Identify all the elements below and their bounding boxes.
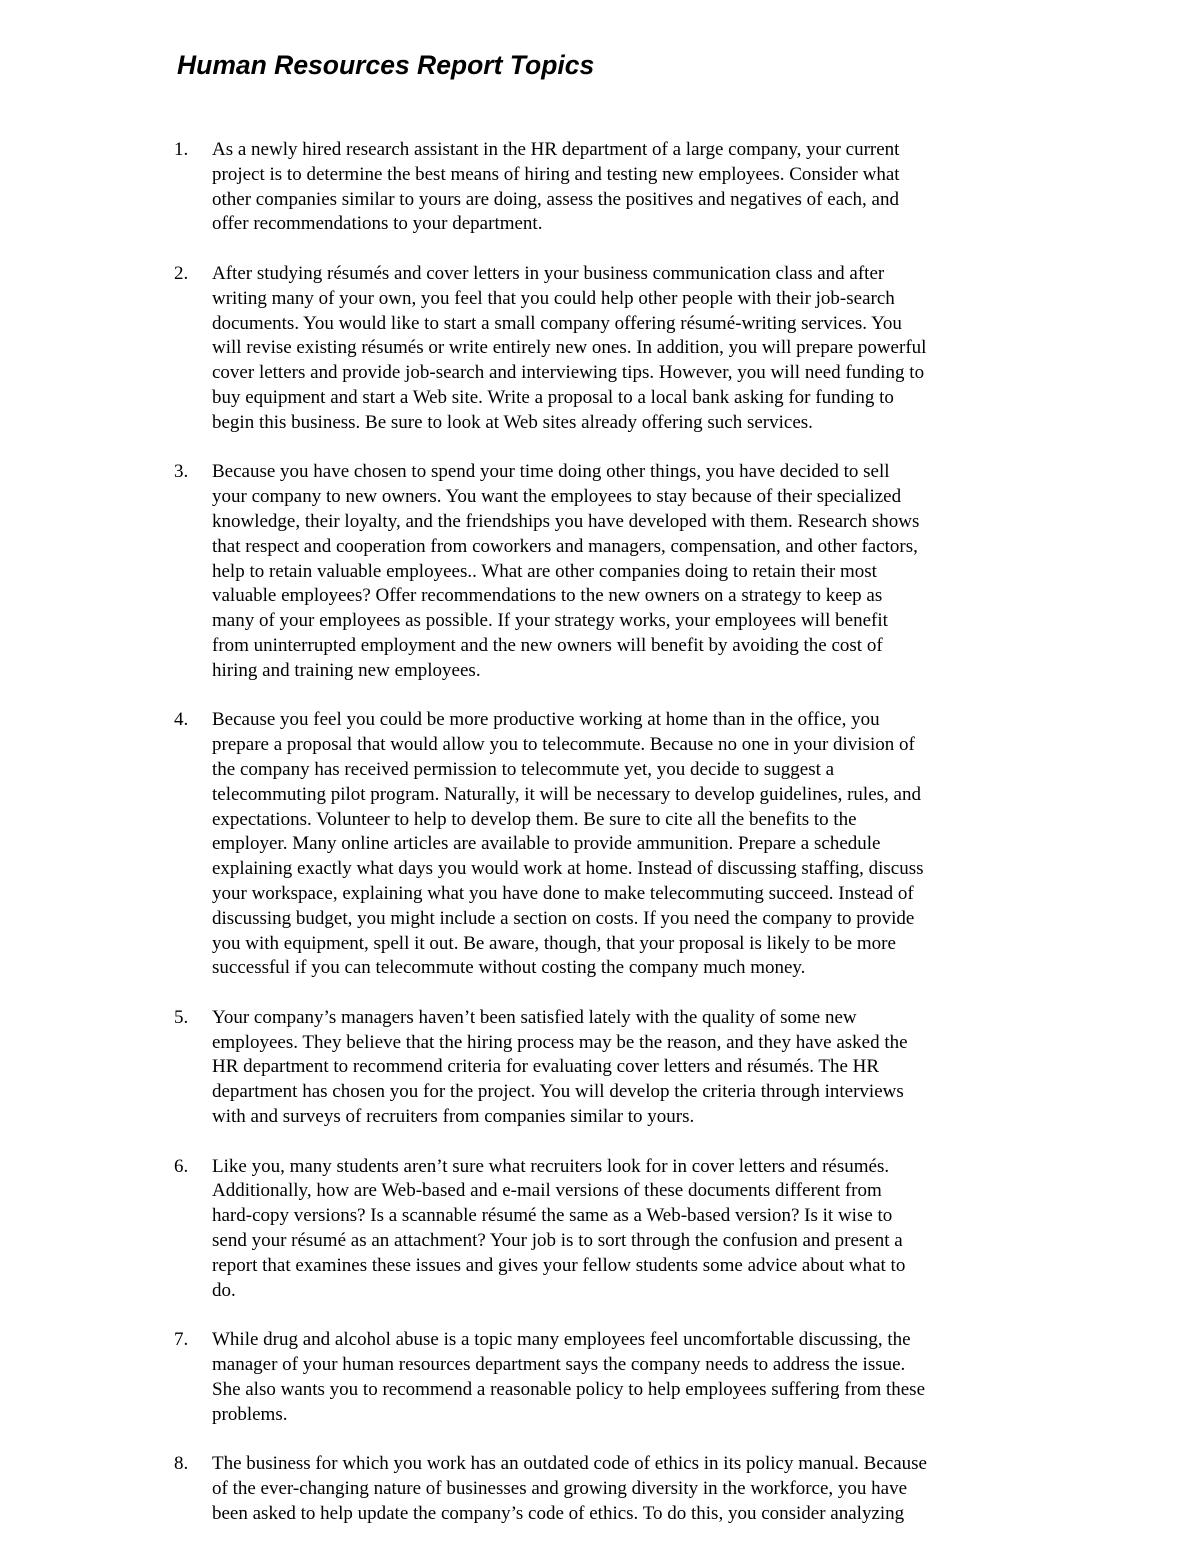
- topic-text-line: successful if you can telecommute without costing the company much money.: [212, 957, 806, 979]
- topic-text-line: offer recommendations to your department.: [212, 213, 543, 235]
- topic-text-line: many of your employees as possible. If your strategy works, your employees will benefit: [212, 610, 888, 632]
- topic-text-line: Because you feel you could be more productive working at home than in the office, you: [212, 709, 880, 731]
- topic-number: 7.: [174, 1329, 189, 1351]
- topic-text-line: your workspace, explaining what you have done to make telecommuting succeed. Instead of: [212, 882, 914, 904]
- topic-text-line: with and surveys of recruiters from companies similar to yours.: [212, 1106, 695, 1128]
- topic-item-3: [0, 460, 1022, 683]
- topic-text-line: expectations. Volunteer to help to develop them. Be sure to cite all the benefits to the: [212, 808, 857, 830]
- topic-item-2: [0, 262, 1022, 436]
- topic-list: [0, 138, 1200, 1551]
- topic-text-line: that respect and cooperation from coworkers and managers, compensation, and other factors,: [212, 535, 918, 557]
- topic-number: 8.: [174, 1453, 189, 1475]
- topic-text-line: HR department to recommend criteria for evaluating cover letters and résumés. The HR: [212, 1056, 880, 1078]
- topic-text-line: buy equipment and start a Web site. Write a proposal to a local bank asking for funding to: [212, 386, 894, 408]
- topic-text-line: manager of your human resources department says the company needs to address the issue.: [212, 1354, 906, 1376]
- topic-text-line: employer. Many online articles are available to provide ammunition. Prepare a schedule: [212, 833, 881, 855]
- topic-text-line: prepare a proposal that would allow you to telecommute. Because no one in your division of: [212, 734, 915, 756]
- topic-text-line: other companies similar to yours are doing, assess the positives and negatives of each, and: [212, 188, 899, 210]
- topic-text-line: knowledge, their loyalty, and the friendships you have developed with them. Research shows: [212, 510, 920, 532]
- topic-text-line: While drug and alcohol abuse is a topic many employees feel uncomfortable discussing, the: [212, 1329, 911, 1351]
- topic-text-line: department has chosen you for the project. You will develop the criteria through interviews: [212, 1081, 904, 1103]
- topic-text-line: As a newly hired research assistant in the HR department of a large company, your current: [212, 139, 900, 160]
- topic-text-line: project is to determine the best means of hiring and testing new employees. Consider what: [212, 163, 900, 185]
- topic-text-line: hard-copy versions? Is a scannable résumé the same as a Web-based version? Is it wise to: [212, 1205, 893, 1227]
- topic-text-line: telecommuting pilot program. Naturally, it will be necessary to develop guidelines, rules, and: [212, 783, 921, 805]
- topic-text-line: writing many of your own, you feel that you could help other people with their job-search: [212, 287, 895, 309]
- topic-text-line: Additionally, how are Web-based and e-mail versions of these documents different from: [212, 1180, 882, 1202]
- topic-text-line: report that examines these issues and gives your fellow students some advice about what to: [212, 1254, 906, 1276]
- topic-text-line: cover letters and provide job-search and interviewing tips. However, you will need funding to: [212, 362, 925, 384]
- topic-item-5: [0, 1006, 1022, 1130]
- topic-item-1: [0, 138, 1022, 237]
- topic-text-line: will revise existing résumés or write entirely new ones. In addition, you will prepare powerful: [212, 337, 927, 359]
- topic-text-line: begin this business. Be sure to look at Web sites already offering such services.: [212, 411, 813, 433]
- topic-text-line: employees. They believe that the hiring process may be the reason, and they have asked the: [212, 1031, 908, 1053]
- topic-text-line: Because you have chosen to spend your time doing other things, you have decided to sell: [212, 461, 890, 483]
- topic-text-line: discussing budget, you might include a section on costs. If you need the company to provide: [212, 907, 915, 929]
- topic-text-line: from uninterrupted employment and the new owners will benefit by avoiding the cost of: [212, 634, 883, 656]
- topic-item-7: [0, 1328, 1022, 1427]
- topic-text-line: documents. You would like to start a small company offering résumé-writing services. You: [212, 312, 902, 334]
- topic-text-line: problems.: [212, 1403, 288, 1425]
- topic-text-line: explaining exactly what days you would work at home. Instead of discussing staffing, discuss: [212, 858, 924, 880]
- topic-text-line: help to retain valuable employees.. What are other companies doing to retain their most: [212, 560, 877, 582]
- topic-item-4: [0, 708, 1022, 981]
- topic-item-6: [0, 1155, 1022, 1304]
- topic-text-line: do.: [212, 1279, 236, 1301]
- topic-text-line: valuable employees? Offer recommendations to the new owners on a strategy to keep as: [212, 585, 883, 607]
- topic-item-8: [0, 1452, 1022, 1526]
- topic-text-line: of the ever-changing nature of businesses and growing diversity in the workforce, you have: [212, 1478, 908, 1500]
- topic-text-line: Like you, many students aren’t sure what recruiters look for in cover letters and résumés.: [212, 1155, 890, 1177]
- topic-text-line: been asked to help update the company’s code of ethics. To do this, you consider analyzing: [212, 1502, 905, 1524]
- topic-number: 3.: [174, 461, 189, 483]
- topic-text-line: The business for which you work has an outdated code of ethics in its policy manual. Because: [212, 1453, 927, 1475]
- topic-text-line: you with equipment, spell it out. Be aware, though, that your proposal is likely to be more: [212, 932, 896, 954]
- topic-number: 5.: [174, 1006, 189, 1028]
- topic-text-line: Your company’s managers haven’t been satisfied lately with the quality of some new: [212, 1006, 857, 1028]
- topic-text-line: send your résumé as an attachment? Your job is to sort through the confusion and present a: [212, 1230, 903, 1252]
- document-title: Human Resources Report Topics: [177, 50, 595, 80]
- topic-text-line: your company to new owners. You want the employees to stay because of their specialized: [212, 486, 902, 508]
- topic-number: 6.: [174, 1155, 189, 1177]
- topic-text-line: After studying résumés and cover letters in your business communication class and after: [212, 262, 885, 284]
- topic-number: 2.: [174, 262, 189, 284]
- topic-text-line: the company has received permission to telecommute yet, you decide to suggest a: [212, 758, 835, 780]
- topic-number: 1.: [174, 139, 189, 160]
- topic-text-line: She also wants you to recommend a reasonable policy to help employees suffering from these: [212, 1378, 926, 1400]
- topic-number: 4.: [174, 709, 189, 731]
- topic-text-line: hiring and training new employees.: [212, 659, 481, 681]
